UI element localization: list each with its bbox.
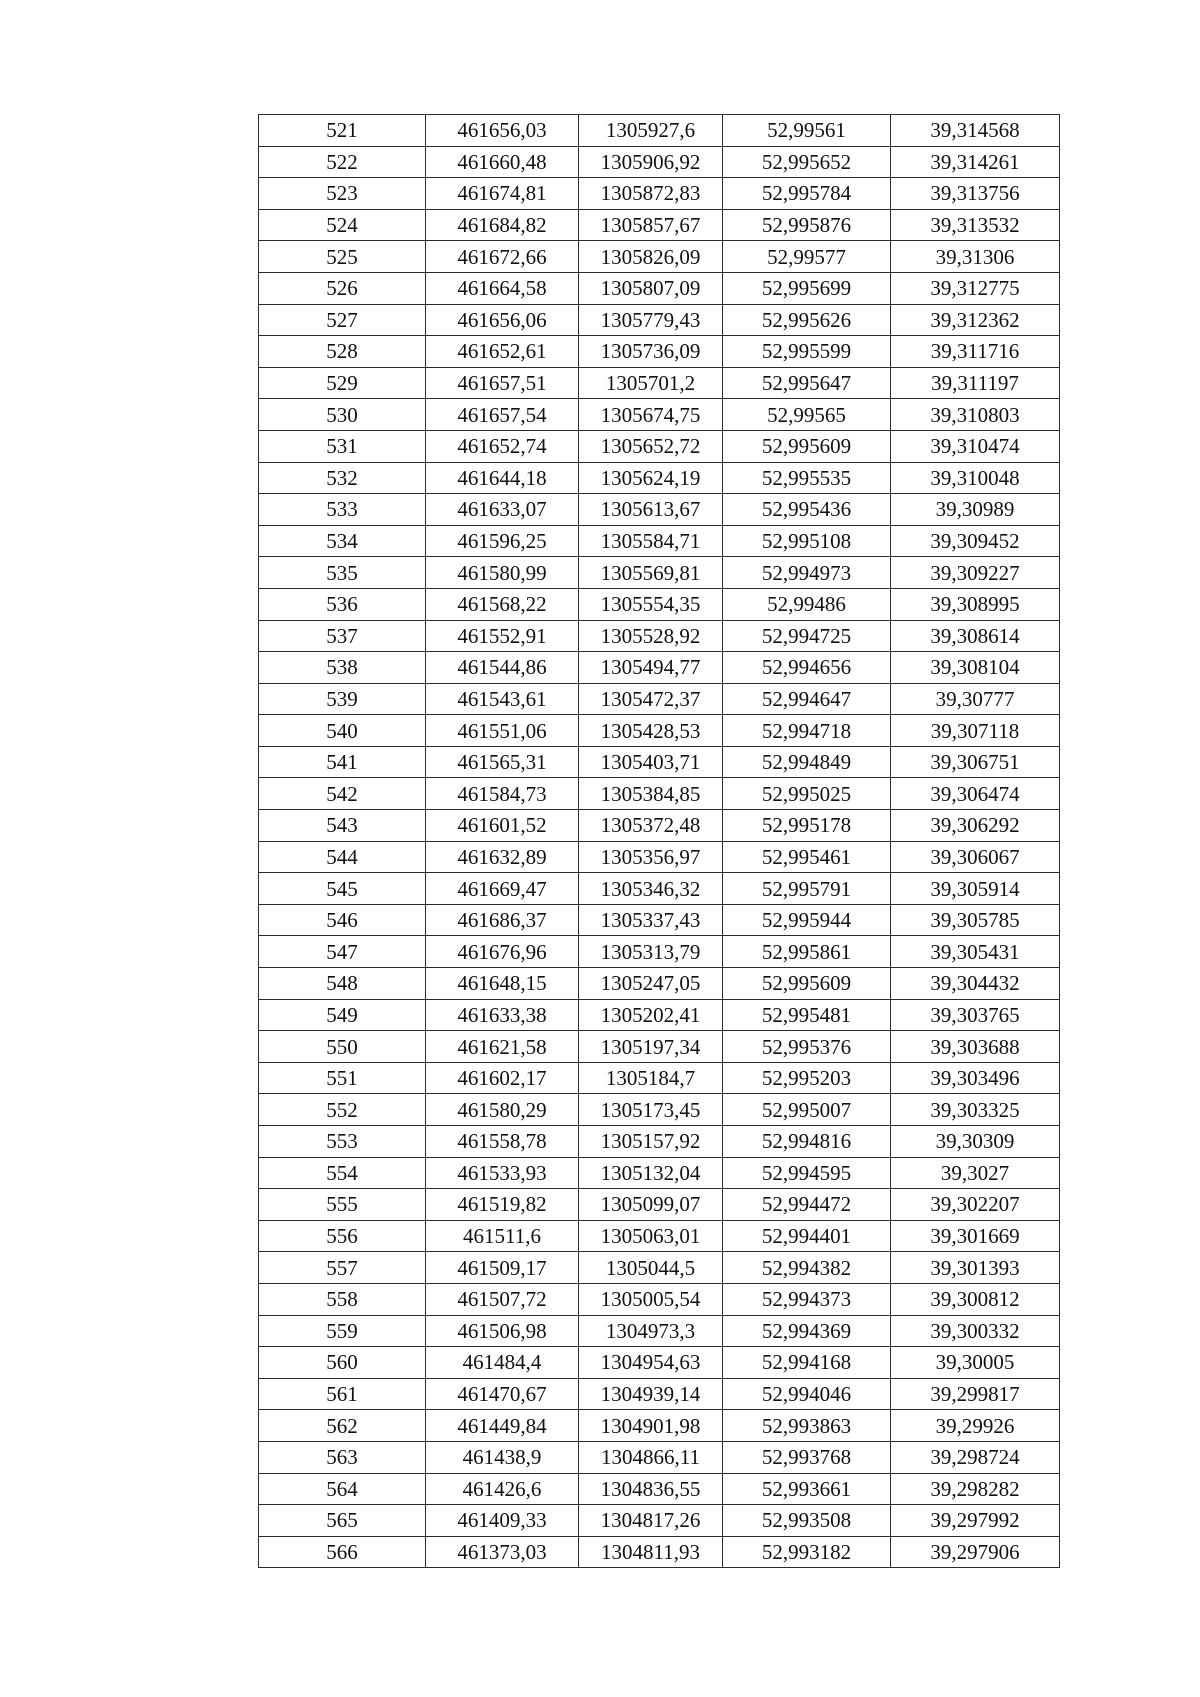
y-coordinate-cell: 1305132,04	[579, 1157, 723, 1189]
x-coordinate-cell: 461519,82	[426, 1189, 579, 1221]
latitude-cell: 52,995203	[723, 1062, 891, 1094]
latitude-cell: 52,994369	[723, 1315, 891, 1347]
x-coordinate-cell: 461633,38	[426, 999, 579, 1031]
latitude-cell: 52,995376	[723, 1031, 891, 1063]
longitude-cell: 39,297906	[891, 1536, 1060, 1568]
longitude-cell: 39,306474	[891, 778, 1060, 810]
y-coordinate-cell: 1305613,67	[579, 494, 723, 526]
x-coordinate-cell: 461580,99	[426, 557, 579, 589]
table-row	[259, 841, 1060, 873]
latitude-cell: 52,995699	[723, 272, 891, 304]
longitude-cell: 39,298282	[891, 1473, 1060, 1505]
table-row	[259, 715, 1060, 747]
coordinates-table	[258, 114, 1060, 1568]
latitude-cell: 52,995784	[723, 178, 891, 210]
y-coordinate-cell: 1305674,75	[579, 399, 723, 431]
table-row	[259, 115, 1060, 147]
y-coordinate-cell: 1305554,35	[579, 588, 723, 620]
longitude-cell: 39,311197	[891, 367, 1060, 399]
longitude-cell: 39,305914	[891, 873, 1060, 905]
y-coordinate-cell: 1305337,43	[579, 904, 723, 936]
point-number-cell: 546	[259, 904, 426, 936]
point-number-cell: 536	[259, 588, 426, 620]
x-coordinate-cell: 461669,47	[426, 873, 579, 905]
table-row	[259, 304, 1060, 336]
x-coordinate-cell: 461686,37	[426, 904, 579, 936]
longitude-cell: 39,306067	[891, 841, 1060, 873]
y-coordinate-cell: 1305826,09	[579, 241, 723, 273]
point-number-cell: 560	[259, 1347, 426, 1379]
x-coordinate-cell: 461426,6	[426, 1473, 579, 1505]
x-coordinate-cell: 461484,4	[426, 1347, 579, 1379]
latitude-cell: 52,995861	[723, 936, 891, 968]
y-coordinate-cell: 1305384,85	[579, 778, 723, 810]
point-number-cell: 533	[259, 494, 426, 526]
latitude-cell: 52,994816	[723, 1126, 891, 1158]
point-number-cell: 523	[259, 178, 426, 210]
point-number-cell: 534	[259, 525, 426, 557]
longitude-cell: 39,303688	[891, 1031, 1060, 1063]
x-coordinate-cell: 461664,58	[426, 272, 579, 304]
longitude-cell: 39,310474	[891, 430, 1060, 462]
x-coordinate-cell: 461533,93	[426, 1157, 579, 1189]
longitude-cell: 39,303496	[891, 1062, 1060, 1094]
x-coordinate-cell: 461656,03	[426, 115, 579, 147]
y-coordinate-cell: 1305202,41	[579, 999, 723, 1031]
latitude-cell: 52,994373	[723, 1283, 891, 1315]
point-number-cell: 550	[259, 1031, 426, 1063]
x-coordinate-cell: 461602,17	[426, 1062, 579, 1094]
longitude-cell: 39,303765	[891, 999, 1060, 1031]
x-coordinate-cell: 461551,06	[426, 715, 579, 747]
longitude-cell: 39,306751	[891, 746, 1060, 778]
table-row	[259, 1473, 1060, 1505]
y-coordinate-cell: 1304954,63	[579, 1347, 723, 1379]
latitude-cell: 52,994973	[723, 557, 891, 589]
table-row	[259, 1031, 1060, 1063]
point-number-cell: 524	[259, 209, 426, 241]
y-coordinate-cell: 1304973,3	[579, 1315, 723, 1347]
point-number-cell: 527	[259, 304, 426, 336]
x-coordinate-cell: 461558,78	[426, 1126, 579, 1158]
x-coordinate-cell: 461676,96	[426, 936, 579, 968]
table-row	[259, 968, 1060, 1000]
table-row	[259, 241, 1060, 273]
latitude-cell: 52,995609	[723, 968, 891, 1000]
longitude-cell: 39,314568	[891, 115, 1060, 147]
longitude-cell: 39,309452	[891, 525, 1060, 557]
x-coordinate-cell: 461506,98	[426, 1315, 579, 1347]
latitude-cell: 52,993661	[723, 1473, 891, 1505]
longitude-cell: 39,301393	[891, 1252, 1060, 1284]
x-coordinate-cell: 461648,15	[426, 968, 579, 1000]
longitude-cell: 39,308614	[891, 620, 1060, 652]
x-coordinate-cell: 461509,17	[426, 1252, 579, 1284]
y-coordinate-cell: 1305807,09	[579, 272, 723, 304]
latitude-cell: 52,99486	[723, 588, 891, 620]
longitude-cell: 39,30989	[891, 494, 1060, 526]
latitude-cell: 52,995461	[723, 841, 891, 873]
x-coordinate-cell: 461657,54	[426, 399, 579, 431]
x-coordinate-cell: 461449,84	[426, 1410, 579, 1442]
table-row	[259, 557, 1060, 589]
table-row	[259, 904, 1060, 936]
x-coordinate-cell: 461633,07	[426, 494, 579, 526]
latitude-cell: 52,995599	[723, 336, 891, 368]
y-coordinate-cell: 1304939,14	[579, 1378, 723, 1410]
x-coordinate-cell: 461596,25	[426, 525, 579, 557]
latitude-cell: 52,995609	[723, 430, 891, 462]
y-coordinate-cell: 1305356,97	[579, 841, 723, 873]
point-number-cell: 565	[259, 1505, 426, 1537]
latitude-cell: 52,993508	[723, 1505, 891, 1537]
latitude-cell: 52,993863	[723, 1410, 891, 1442]
table-row	[259, 746, 1060, 778]
point-number-cell: 531	[259, 430, 426, 462]
table-row	[259, 1441, 1060, 1473]
table-row	[259, 1220, 1060, 1252]
point-number-cell: 547	[259, 936, 426, 968]
table-row	[259, 873, 1060, 905]
y-coordinate-cell: 1305872,83	[579, 178, 723, 210]
longitude-cell: 39,313532	[891, 209, 1060, 241]
latitude-cell: 52,995626	[723, 304, 891, 336]
longitude-cell: 39,299817	[891, 1378, 1060, 1410]
y-coordinate-cell: 1305005,54	[579, 1283, 723, 1315]
table-row	[259, 652, 1060, 684]
x-coordinate-cell: 461657,51	[426, 367, 579, 399]
y-coordinate-cell: 1304811,93	[579, 1536, 723, 1568]
y-coordinate-cell: 1305927,6	[579, 115, 723, 147]
coordinates-table-body	[259, 115, 1060, 1568]
latitude-cell: 52,995652	[723, 146, 891, 178]
table-row	[259, 1315, 1060, 1347]
longitude-cell: 39,308104	[891, 652, 1060, 684]
point-number-cell: 556	[259, 1220, 426, 1252]
longitude-cell: 39,304432	[891, 968, 1060, 1000]
table-row	[259, 1062, 1060, 1094]
table-row	[259, 1347, 1060, 1379]
table-row	[259, 367, 1060, 399]
point-number-cell: 545	[259, 873, 426, 905]
latitude-cell: 52,995481	[723, 999, 891, 1031]
table-row	[259, 810, 1060, 842]
longitude-cell: 39,307118	[891, 715, 1060, 747]
point-number-cell: 541	[259, 746, 426, 778]
longitude-cell: 39,312775	[891, 272, 1060, 304]
y-coordinate-cell: 1305528,92	[579, 620, 723, 652]
longitude-cell: 39,297992	[891, 1505, 1060, 1537]
y-coordinate-cell: 1305372,48	[579, 810, 723, 842]
table-row	[259, 620, 1060, 652]
latitude-cell: 52,99561	[723, 115, 891, 147]
point-number-cell: 526	[259, 272, 426, 304]
table-row	[259, 178, 1060, 210]
table-row	[259, 1410, 1060, 1442]
longitude-cell: 39,29926	[891, 1410, 1060, 1442]
longitude-cell: 39,298724	[891, 1441, 1060, 1473]
point-number-cell: 529	[259, 367, 426, 399]
point-number-cell: 551	[259, 1062, 426, 1094]
latitude-cell: 52,994595	[723, 1157, 891, 1189]
y-coordinate-cell: 1305313,79	[579, 936, 723, 968]
latitude-cell: 52,994168	[723, 1347, 891, 1379]
latitude-cell: 52,995944	[723, 904, 891, 936]
x-coordinate-cell: 461660,48	[426, 146, 579, 178]
longitude-cell: 39,310048	[891, 462, 1060, 494]
latitude-cell: 52,995025	[723, 778, 891, 810]
table-row	[259, 494, 1060, 526]
point-number-cell: 532	[259, 462, 426, 494]
longitude-cell: 39,300812	[891, 1283, 1060, 1315]
point-number-cell: 562	[259, 1410, 426, 1442]
latitude-cell: 52,993182	[723, 1536, 891, 1568]
longitude-cell: 39,303325	[891, 1094, 1060, 1126]
table-row	[259, 1536, 1060, 1568]
y-coordinate-cell: 1304901,98	[579, 1410, 723, 1442]
latitude-cell: 52,994382	[723, 1252, 891, 1284]
y-coordinate-cell: 1305494,77	[579, 652, 723, 684]
table-row	[259, 1283, 1060, 1315]
x-coordinate-cell: 461470,67	[426, 1378, 579, 1410]
x-coordinate-cell: 461652,61	[426, 336, 579, 368]
x-coordinate-cell: 461644,18	[426, 462, 579, 494]
table-row	[259, 399, 1060, 431]
x-coordinate-cell: 461674,81	[426, 178, 579, 210]
longitude-cell: 39,31306	[891, 241, 1060, 273]
latitude-cell: 52,994656	[723, 652, 891, 684]
x-coordinate-cell: 461632,89	[426, 841, 579, 873]
latitude-cell: 52,993768	[723, 1441, 891, 1473]
point-number-cell: 548	[259, 968, 426, 1000]
table-row	[259, 1126, 1060, 1158]
latitude-cell: 52,994401	[723, 1220, 891, 1252]
longitude-cell: 39,3027	[891, 1157, 1060, 1189]
x-coordinate-cell: 461684,82	[426, 209, 579, 241]
longitude-cell: 39,305785	[891, 904, 1060, 936]
longitude-cell: 39,30777	[891, 683, 1060, 715]
latitude-cell: 52,995108	[723, 525, 891, 557]
latitude-cell: 52,994647	[723, 683, 891, 715]
y-coordinate-cell: 1305701,2	[579, 367, 723, 399]
longitude-cell: 39,300332	[891, 1315, 1060, 1347]
point-number-cell: 535	[259, 557, 426, 589]
y-coordinate-cell: 1305247,05	[579, 968, 723, 1000]
table-row	[259, 462, 1060, 494]
y-coordinate-cell: 1305857,67	[579, 209, 723, 241]
table-row	[259, 336, 1060, 368]
y-coordinate-cell: 1305044,5	[579, 1252, 723, 1284]
latitude-cell: 52,994725	[723, 620, 891, 652]
point-number-cell: 549	[259, 999, 426, 1031]
point-number-cell: 554	[259, 1157, 426, 1189]
latitude-cell: 52,995007	[723, 1094, 891, 1126]
point-number-cell: 538	[259, 652, 426, 684]
longitude-cell: 39,311716	[891, 336, 1060, 368]
x-coordinate-cell: 461652,74	[426, 430, 579, 462]
y-coordinate-cell: 1305346,32	[579, 873, 723, 905]
x-coordinate-cell: 461511,6	[426, 1220, 579, 1252]
x-coordinate-cell: 461568,22	[426, 588, 579, 620]
point-number-cell: 540	[259, 715, 426, 747]
longitude-cell: 39,305431	[891, 936, 1060, 968]
table-row	[259, 430, 1060, 462]
y-coordinate-cell: 1305197,34	[579, 1031, 723, 1063]
longitude-cell: 39,312362	[891, 304, 1060, 336]
x-coordinate-cell: 461438,9	[426, 1441, 579, 1473]
y-coordinate-cell: 1305624,19	[579, 462, 723, 494]
latitude-cell: 52,995436	[723, 494, 891, 526]
point-number-cell: 558	[259, 1283, 426, 1315]
point-number-cell: 539	[259, 683, 426, 715]
latitude-cell: 52,99577	[723, 241, 891, 273]
longitude-cell: 39,306292	[891, 810, 1060, 842]
latitude-cell: 52,995535	[723, 462, 891, 494]
point-number-cell: 566	[259, 1536, 426, 1568]
point-number-cell: 525	[259, 241, 426, 273]
point-number-cell: 561	[259, 1378, 426, 1410]
x-coordinate-cell: 461672,66	[426, 241, 579, 273]
latitude-cell: 52,995876	[723, 209, 891, 241]
x-coordinate-cell: 461621,58	[426, 1031, 579, 1063]
longitude-cell: 39,314261	[891, 146, 1060, 178]
x-coordinate-cell: 461373,03	[426, 1536, 579, 1568]
table-row	[259, 525, 1060, 557]
y-coordinate-cell: 1305584,71	[579, 525, 723, 557]
table-row	[259, 1189, 1060, 1221]
y-coordinate-cell: 1305173,45	[579, 1094, 723, 1126]
longitude-cell: 39,310803	[891, 399, 1060, 431]
table-row	[259, 588, 1060, 620]
latitude-cell: 52,994472	[723, 1189, 891, 1221]
table-row	[259, 683, 1060, 715]
point-number-cell: 530	[259, 399, 426, 431]
table-row	[259, 146, 1060, 178]
y-coordinate-cell: 1305099,07	[579, 1189, 723, 1221]
point-number-cell: 557	[259, 1252, 426, 1284]
y-coordinate-cell: 1305652,72	[579, 430, 723, 462]
point-number-cell: 521	[259, 115, 426, 147]
table-row	[259, 1094, 1060, 1126]
y-coordinate-cell: 1305403,71	[579, 746, 723, 778]
point-number-cell: 537	[259, 620, 426, 652]
x-coordinate-cell: 461552,91	[426, 620, 579, 652]
point-number-cell: 522	[259, 146, 426, 178]
longitude-cell: 39,308995	[891, 588, 1060, 620]
y-coordinate-cell: 1305184,7	[579, 1062, 723, 1094]
x-coordinate-cell: 461543,61	[426, 683, 579, 715]
point-number-cell: 543	[259, 810, 426, 842]
latitude-cell: 52,994849	[723, 746, 891, 778]
x-coordinate-cell: 461601,52	[426, 810, 579, 842]
y-coordinate-cell: 1305569,81	[579, 557, 723, 589]
y-coordinate-cell: 1305736,09	[579, 336, 723, 368]
latitude-cell: 52,994718	[723, 715, 891, 747]
table-row	[259, 272, 1060, 304]
latitude-cell: 52,995647	[723, 367, 891, 399]
x-coordinate-cell: 461565,31	[426, 746, 579, 778]
longitude-cell: 39,309227	[891, 557, 1060, 589]
point-number-cell: 552	[259, 1094, 426, 1126]
point-number-cell: 564	[259, 1473, 426, 1505]
table-row	[259, 1252, 1060, 1284]
point-number-cell: 555	[259, 1189, 426, 1221]
y-coordinate-cell: 1304817,26	[579, 1505, 723, 1537]
table-row	[259, 209, 1060, 241]
table-row	[259, 1378, 1060, 1410]
point-number-cell: 559	[259, 1315, 426, 1347]
point-number-cell: 563	[259, 1441, 426, 1473]
longitude-cell: 39,30309	[891, 1126, 1060, 1158]
latitude-cell: 52,995791	[723, 873, 891, 905]
table-row	[259, 1505, 1060, 1537]
x-coordinate-cell: 461507,72	[426, 1283, 579, 1315]
y-coordinate-cell: 1305063,01	[579, 1220, 723, 1252]
point-number-cell: 544	[259, 841, 426, 873]
point-number-cell: 528	[259, 336, 426, 368]
table-row	[259, 999, 1060, 1031]
y-coordinate-cell: 1305472,37	[579, 683, 723, 715]
table-row	[259, 778, 1060, 810]
x-coordinate-cell: 461580,29	[426, 1094, 579, 1126]
y-coordinate-cell: 1305157,92	[579, 1126, 723, 1158]
point-number-cell: 542	[259, 778, 426, 810]
latitude-cell: 52,99565	[723, 399, 891, 431]
y-coordinate-cell: 1305428,53	[579, 715, 723, 747]
x-coordinate-cell: 461584,73	[426, 778, 579, 810]
latitude-cell: 52,994046	[723, 1378, 891, 1410]
latitude-cell: 52,995178	[723, 810, 891, 842]
y-coordinate-cell: 1305906,92	[579, 146, 723, 178]
longitude-cell: 39,313756	[891, 178, 1060, 210]
x-coordinate-cell: 461544,86	[426, 652, 579, 684]
x-coordinate-cell: 461409,33	[426, 1505, 579, 1537]
longitude-cell: 39,30005	[891, 1347, 1060, 1379]
table-row	[259, 936, 1060, 968]
point-number-cell: 553	[259, 1126, 426, 1158]
y-coordinate-cell: 1304836,55	[579, 1473, 723, 1505]
x-coordinate-cell: 461656,06	[426, 304, 579, 336]
table-row	[259, 1157, 1060, 1189]
y-coordinate-cell: 1305779,43	[579, 304, 723, 336]
longitude-cell: 39,302207	[891, 1189, 1060, 1221]
y-coordinate-cell: 1304866,11	[579, 1441, 723, 1473]
longitude-cell: 39,301669	[891, 1220, 1060, 1252]
